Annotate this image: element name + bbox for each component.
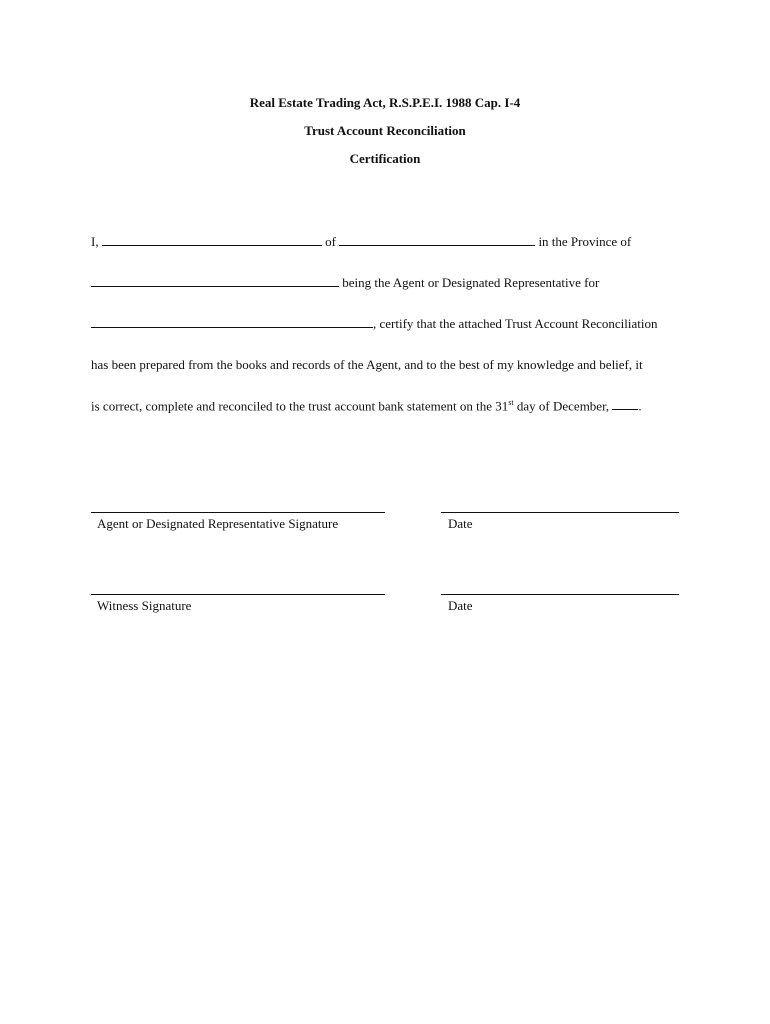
certification-line-4: has been prepared from the books and records of the Agent, and to the best of my knowledge and belief, it [91, 357, 643, 372]
certification-line-3 [91, 316, 681, 332]
line5-end: . [638, 398, 642, 414]
line1-suffix: in the Province of [535, 234, 632, 249]
line1-prefix: I, [91, 234, 102, 249]
witness-date-line[interactable] [441, 594, 679, 595]
line1-mid: of [321, 234, 340, 249]
agent-signature-label: Agent or Designated Representative Signature [97, 516, 339, 531]
name-blank-field[interactable] [102, 234, 322, 246]
line3-suffix: , certify that the attached Trust Account Reconciliation [373, 316, 658, 331]
ordinal-suffix: st [508, 398, 514, 407]
agent-blank-field[interactable] [91, 316, 373, 328]
certification-line-5 [91, 398, 681, 414]
line5-mid: day of December, [513, 398, 613, 414]
line2-suffix: being the Agent or Designated Representative for [339, 275, 600, 290]
year-blank-field[interactable] [612, 398, 638, 410]
witness-signature-label: Witness Signature [97, 598, 192, 613]
role-blank-field[interactable] [91, 275, 339, 287]
section-heading: Certification [349, 151, 421, 166]
location-blank-field[interactable] [339, 234, 535, 246]
witness-date-label: Date [448, 598, 473, 613]
document-subtitle: Trust Account Reconciliation [304, 123, 466, 138]
document-title: Real Estate Trading Act, R.S.P.E.I. 1988 Cap. I-4 [249, 95, 521, 110]
agent-date-line[interactable] [441, 512, 679, 513]
certification-line-1 [91, 234, 681, 250]
line5-prefix: is correct, complete and reconciled to the trust account bank statement on the 31 [91, 398, 509, 414]
witness-signature-line[interactable] [91, 594, 385, 595]
certification-line-2 [91, 275, 681, 291]
agent-signature-line[interactable] [91, 512, 385, 513]
agent-date-label: Date [448, 516, 473, 531]
